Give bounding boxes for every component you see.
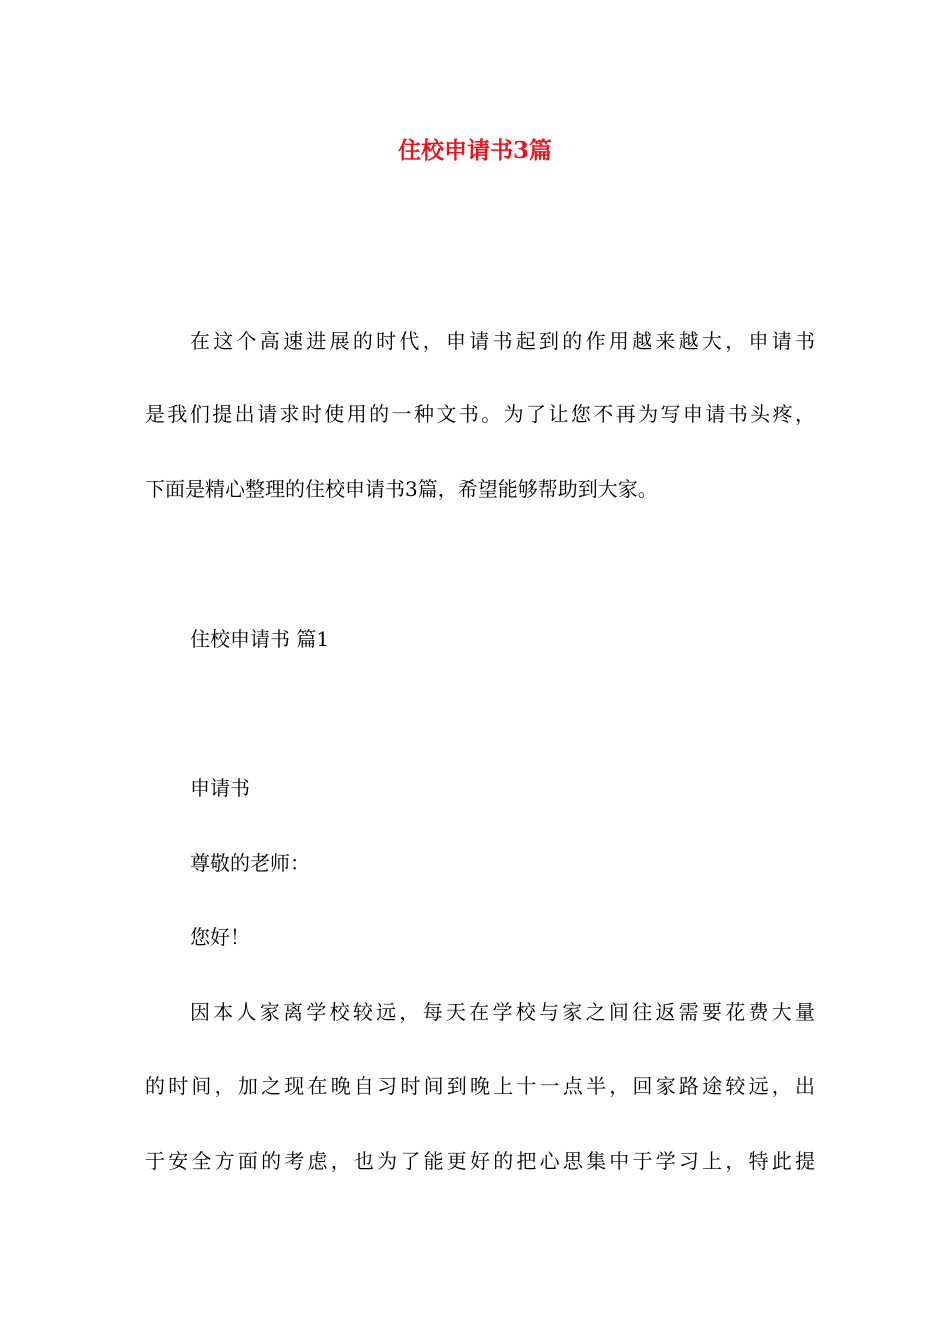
letter-body-line-1: 因本人家离学校较远，每天在学校与家之间往返需要花费大量 xyxy=(190,1000,815,1024)
intro-line-2: 是我们提出请求时使用的一种文书。为了让您不再为写申请书头疼， xyxy=(145,402,815,426)
letter-body-line-3: 于安全方面的考虑，也为了能更好的把心思集中于学习上，特此提 xyxy=(145,1149,815,1173)
section-heading: 住校申请书 篇1 xyxy=(190,627,330,651)
intro-line-1: 在这个高速进展的时代，申请书起到的作用越来越大，申请书 xyxy=(190,329,815,353)
letter-greeting: 您好！ xyxy=(190,925,250,949)
letter-heading: 申请书 xyxy=(190,776,250,800)
letter-body-line-2: 的时间，加之现在晚自习时间到晚上十一点半，回家路途较远，出 xyxy=(145,1074,815,1098)
document-title: 住校申请书3篇 xyxy=(397,137,552,164)
letter-salutation: 尊敬的老师： xyxy=(190,851,310,875)
intro-line-3: 下面是精心整理的住校申请书3篇，希望能够帮助到大家。 xyxy=(145,477,658,501)
